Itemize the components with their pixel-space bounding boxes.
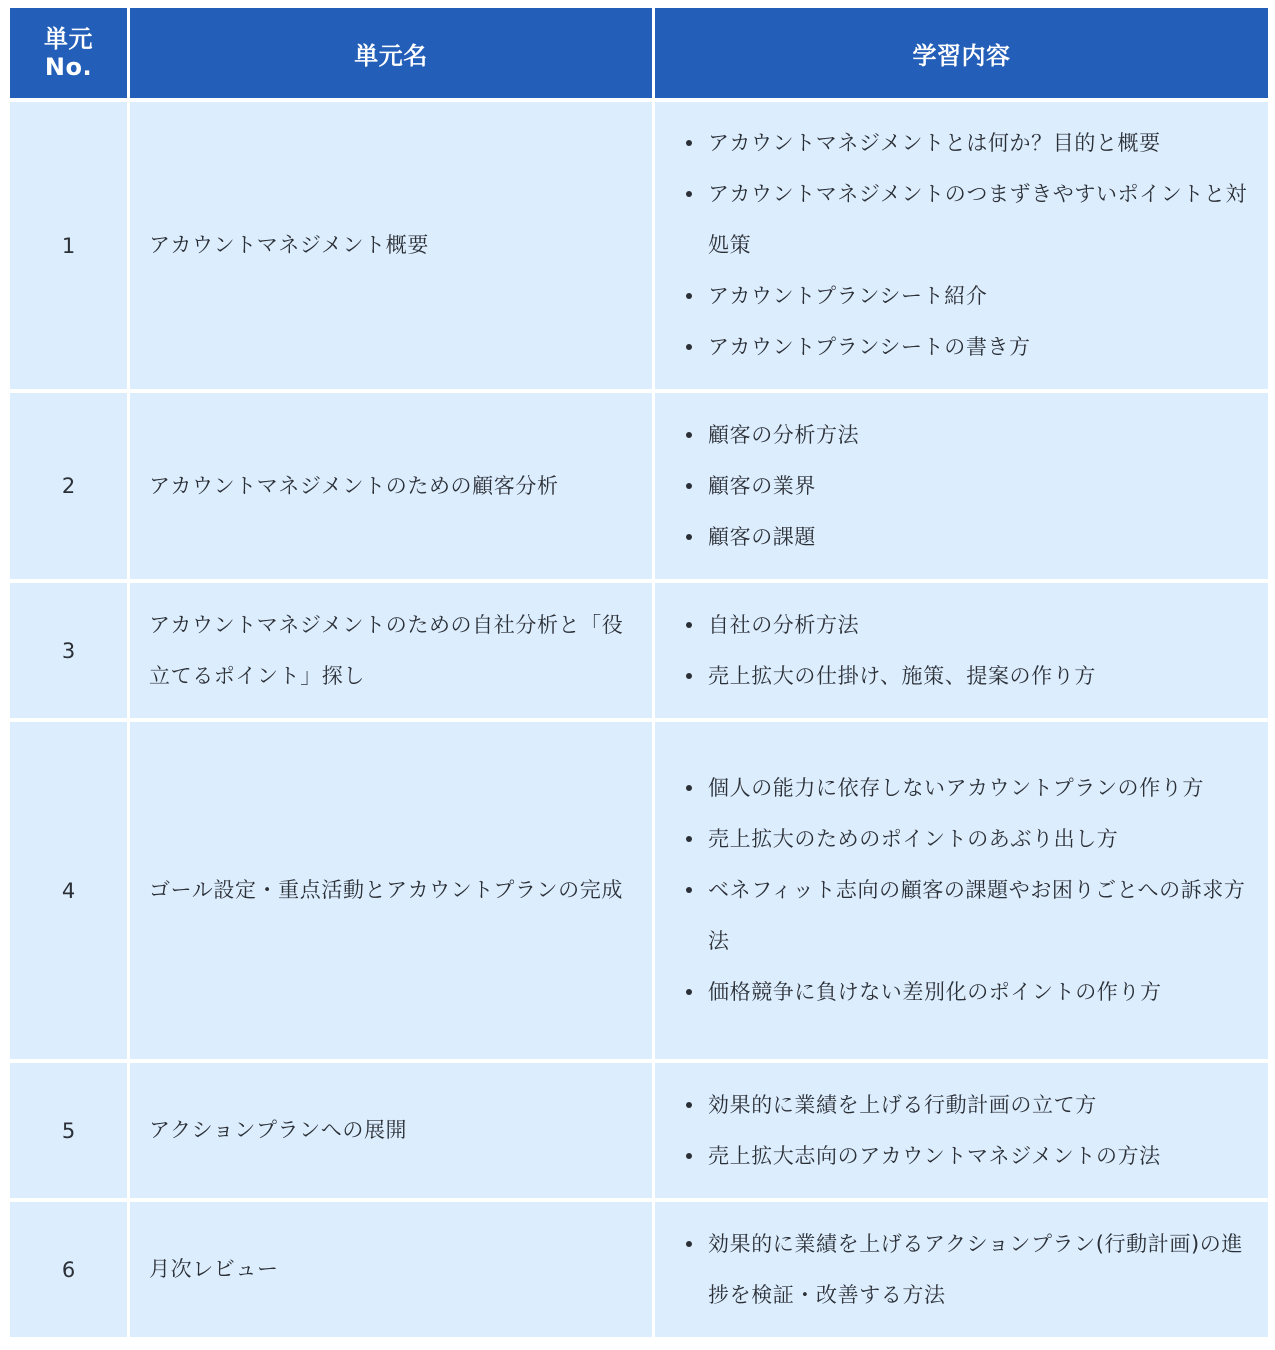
unit-number: 2 <box>10 393 127 579</box>
bullet-icon <box>686 344 692 350</box>
content-list <box>655 1219 1254 1321</box>
curriculum-table <box>7 4 1271 1341</box>
unit-number: 3 <box>10 583 127 718</box>
content-item <box>708 967 1254 1018</box>
content-item-text: 個人の能力に依存しないアカウントプランの作り方 <box>708 776 1204 800</box>
header-unit-no-line2: No. <box>44 53 93 81</box>
bullet-icon <box>686 140 692 146</box>
table-body <box>10 102 1268 1337</box>
unit-name: アカウントマネジメント概要 <box>130 102 652 389</box>
content-item <box>708 814 1254 865</box>
content-item <box>708 169 1254 271</box>
bullet-icon <box>686 836 692 842</box>
bullet-icon <box>686 1102 692 1108</box>
bullet-icon <box>686 785 692 791</box>
content-item <box>708 763 1254 814</box>
unit-number: 4 <box>10 722 127 1059</box>
content-item <box>708 600 1254 651</box>
table-row <box>10 1202 1268 1337</box>
content-item <box>708 865 1254 967</box>
header-row <box>10 8 1268 98</box>
learning-content <box>655 583 1268 718</box>
table-row <box>10 102 1268 389</box>
learning-content <box>655 102 1268 389</box>
content-item-text: 価格競争に負けない差別化のポイントの作り方 <box>708 980 1162 1004</box>
content-item <box>708 512 1254 563</box>
unit-number: 5 <box>10 1063 127 1198</box>
content-item <box>708 118 1254 169</box>
content-item-text: 顧客の分析方法 <box>708 422 860 447</box>
content-item <box>708 271 1254 322</box>
learning-content <box>655 722 1268 1059</box>
bullet-icon <box>686 1241 692 1247</box>
content-item-text: アカウントプランシート紹介 <box>708 284 988 308</box>
content-list <box>655 763 1254 1018</box>
content-item-text: ベネフィット志向の顧客の課題やお困りごとへの訴求方法 <box>708 878 1246 953</box>
content-item <box>708 410 1254 461</box>
content-item-text: アカウントマネジメントとは何か？目的と概要 <box>708 131 1161 155</box>
content-item-text: 売上拡大志向のアカウントマネジメントの方法 <box>708 1143 1161 1168</box>
unit-name: アクションプランへの展開 <box>130 1063 652 1198</box>
table-row <box>10 393 1268 579</box>
content-item <box>708 651 1254 702</box>
content-item-text: 顧客の業界 <box>708 473 816 498</box>
bullet-icon <box>686 432 692 438</box>
content-item-text: 効果的に業績を上げる行動計画の立て方 <box>708 1092 1097 1117</box>
table-row <box>10 722 1268 1059</box>
content-list <box>655 118 1254 373</box>
table-row <box>10 583 1268 718</box>
bullet-icon <box>686 989 692 995</box>
header-learning-content: 学習内容 <box>655 8 1268 98</box>
unit-name: ゴール設定・重点活動とアカウントプランの完成 <box>130 722 652 1059</box>
bullet-icon <box>686 293 692 299</box>
learning-content <box>655 393 1268 579</box>
content-list <box>655 1080 1254 1182</box>
bullet-icon <box>686 191 692 197</box>
content-list <box>655 410 1254 563</box>
unit-name: アカウントマネジメントのための顧客分析 <box>130 393 652 579</box>
unit-name: アカウントマネジメントのための自社分析と「役立てるポイント」探し <box>130 583 652 718</box>
content-item-text: 売上拡大の仕掛け、施策、提案の作り方 <box>708 663 1096 688</box>
header-unit-no <box>10 8 127 98</box>
bullet-icon <box>686 673 692 679</box>
content-item <box>708 461 1254 512</box>
unit-number: 1 <box>10 102 127 389</box>
content-item-text: 効果的に業績を上げるアクションプラン(行動計画)の進捗を検証・改善する方法 <box>708 1231 1243 1307</box>
bullet-icon <box>686 887 692 893</box>
learning-content <box>655 1063 1268 1198</box>
content-item <box>708 1219 1254 1321</box>
bullet-icon <box>686 622 692 628</box>
content-item-text: 顧客の課題 <box>708 524 816 549</box>
bullet-icon <box>686 483 692 489</box>
header-unit-no-line1: 単元 <box>44 25 93 53</box>
table-row <box>10 1063 1268 1198</box>
learning-content <box>655 1202 1268 1337</box>
table-header <box>10 8 1268 98</box>
bullet-icon <box>686 534 692 540</box>
content-item-text: アカウントプランシートの書き方 <box>708 335 1031 359</box>
header-unit-name: 単元名 <box>130 8 652 98</box>
content-item <box>708 1080 1254 1131</box>
bullet-icon <box>686 1153 692 1159</box>
content-list <box>655 600 1254 702</box>
unit-name: 月次レビュー <box>130 1202 652 1337</box>
content-item-text: 売上拡大のためのポイントのあぶり出し方 <box>708 827 1119 851</box>
unit-number: 6 <box>10 1202 127 1337</box>
content-item <box>708 1131 1254 1182</box>
content-item-text: 自社の分析方法 <box>708 612 860 637</box>
content-item <box>708 322 1254 373</box>
content-item-text: アカウントマネジメントのつまずきやすいポイントと対処策 <box>708 182 1248 257</box>
